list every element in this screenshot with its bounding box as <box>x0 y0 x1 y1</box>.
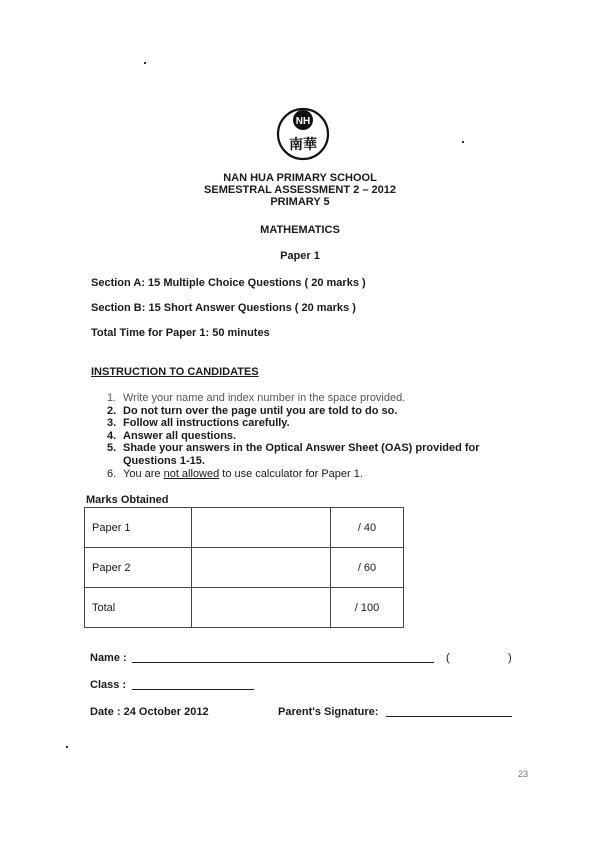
instructions-title: INSTRUCTION TO CANDIDATES <box>91 366 259 378</box>
score-cell[interactable] <box>192 548 331 588</box>
instruction-item: 3. Follow all instructions carefully. <box>107 417 290 430</box>
paper-name-cell: Paper 2 <box>85 548 192 588</box>
logo-letters: NH <box>295 116 311 127</box>
class-field[interactable] <box>132 689 254 690</box>
name-field[interactable] <box>132 662 434 663</box>
instruction-item: 6. You are not allowed to use calculator for Paper 1. <box>107 467 363 480</box>
max-marks-cell: / 40 <box>331 508 404 548</box>
date-text: Date : 24 October 2012 <box>90 706 209 718</box>
assessment-title: SEMESTRAL ASSESSMENT 2 – 2012 <box>204 184 396 196</box>
scan-speck <box>144 62 146 64</box>
logo-chinese-name: 南華 <box>289 137 317 153</box>
scan-speck <box>462 141 464 143</box>
school-name: NAN HUA PRIMARY SCHOOL <box>223 172 377 184</box>
total-time-info: Total Time for Paper 1: 50 minutes <box>91 327 270 339</box>
level-label: PRIMARY 5 <box>270 196 330 208</box>
name-label: Name : <box>90 652 127 664</box>
signature-label: Parent's Signature: <box>278 706 379 718</box>
instruction-item: 1. Write your name and index number in the space provided. <box>107 392 406 404</box>
table-row <box>85 548 404 588</box>
instruction-item: 4. Answer all questions. <box>107 429 237 442</box>
max-marks-cell: / 60 <box>331 548 404 588</box>
class-label: Class : <box>90 679 127 691</box>
marks-table <box>84 507 404 628</box>
paper-name-cell: Total <box>85 588 192 628</box>
score-cell[interactable] <box>192 588 331 628</box>
page-mark: 23 <box>518 769 529 779</box>
paper-title: Paper 1 <box>280 250 320 262</box>
marks-obtained-label: Marks Obtained <box>86 494 169 506</box>
instruction-item: 5. Shade your answers in the Optical Answer Sheet (OAS) provided for Questions 1-15. <box>107 442 480 467</box>
table-row <box>85 508 404 548</box>
scan-speck <box>66 746 68 748</box>
instruction-item: 2. Do not turn over the page until you are told to do so. <box>107 404 398 417</box>
section-b-info: Section B: 15 Short Answer Questions ( 20 marks ) <box>91 302 356 314</box>
index-open-bracket: ( <box>446 652 450 664</box>
signature-field[interactable] <box>386 716 512 717</box>
section-a-info: Section A: 15 Multiple Choice Questions ( 20 marks ) <box>91 277 366 289</box>
subject-title: MATHEMATICS <box>260 224 340 236</box>
not-allowed-emphasis: not allowed <box>163 467 220 480</box>
table-row <box>85 588 404 628</box>
school-logo-emblem <box>271 106 335 162</box>
paper-name-cell: Paper 1 <box>85 508 192 548</box>
index-close-bracket: ) <box>508 652 512 664</box>
score-cell[interactable] <box>192 508 331 548</box>
instructions-list <box>107 392 527 480</box>
max-marks-cell: / 100 <box>331 588 404 628</box>
